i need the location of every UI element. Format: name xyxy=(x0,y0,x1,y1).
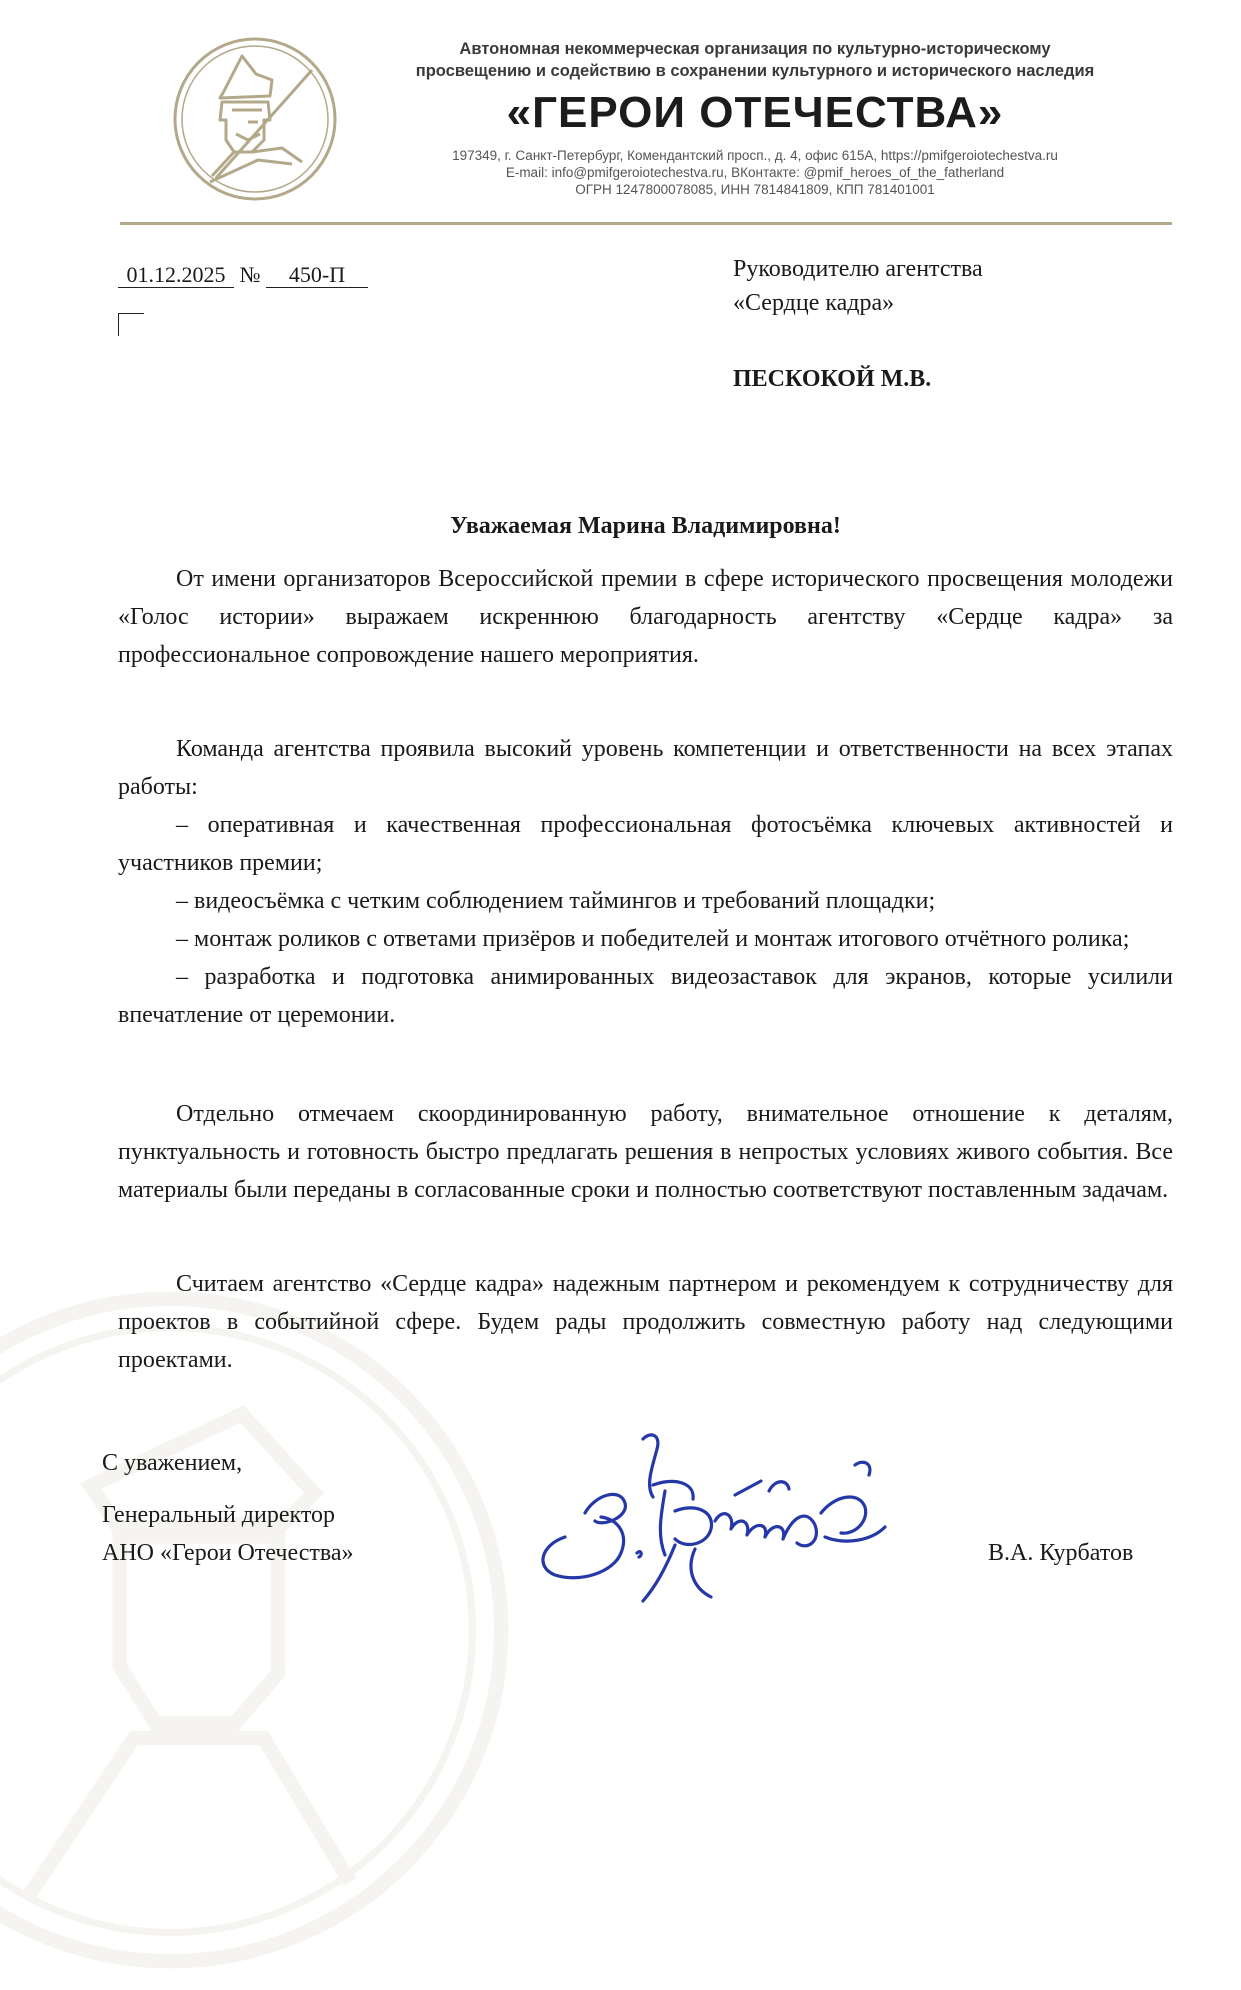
list-item-animation: – разработка и подготовка анимированных видеозаставок для экранов, которые усилили впечатление от церемонии. xyxy=(118,964,1173,1028)
org-contact-registration: ОГРН 1247800078085, ИНН 7814841809, КПП 781401001 xyxy=(575,182,935,197)
paragraph-2 xyxy=(118,730,1173,1034)
list-item-photo: – оперативная и качественная профессиональная фотосъёмка ключевых активностей и участников премии; xyxy=(118,812,1173,876)
letter-date: 01.12.2025 xyxy=(118,263,234,288)
header-divider xyxy=(120,222,1172,225)
salutation: Уважаемая Марина Владимировна! xyxy=(450,513,841,539)
address-corner-mark xyxy=(118,313,144,336)
paragraph-2-text: Команда агентства проявила высокий уровень компетенции и ответственности на всех этапах работы: xyxy=(118,736,1173,800)
paragraph-1 xyxy=(118,560,1173,674)
number-sign: № xyxy=(239,262,261,287)
paragraph-1-text: От имени организаторов Всероссийской премии в сфере исторического просвещения молодежи «Голос истории» выражаем искреннюю благодарность агентству «Сердце кадра» за профессиональное сопровождение нашего мероприятия. xyxy=(118,566,1173,668)
regards: С уважением, xyxy=(102,1450,243,1476)
registration-line xyxy=(118,262,368,288)
org-description-line-2: просвещению и содействию в сохранении культурного и исторического наследия xyxy=(415,62,1095,80)
paragraph-4-text: Считаем агентство «Сердце кадра» надежным партнером и рекомендуем к сотрудничеству для проектов в событийной сфере. Будем рады продолжить совместную работу над следующими проектами. xyxy=(118,1271,1173,1373)
org-contact-email: E-mail: info@pmifgeroiotechestva.ru, ВКонтакте: @pmif_heroes_of_the_fatherland xyxy=(505,165,1005,180)
addressee-position: Руководителю агентства xyxy=(733,256,983,282)
signer-position: Генеральный директор xyxy=(102,1502,336,1528)
heroes-logo-icon xyxy=(172,36,338,202)
org-description-line-1: Автономная некоммерческая организация по культурно-историческому xyxy=(459,40,1051,58)
paragraph-3-text: Отдельно отмечаем скоординированную работу, внимательное отношение к деталям, пунктуальность и готовность быстро предлагать решения в непростых условиях живого события. Все материалы были переданы в согласованные сроки и полностью соответствуют поставленным задачам. xyxy=(118,1101,1173,1203)
paragraph-3 xyxy=(118,1095,1173,1209)
signer-name: В.А. Курбатов xyxy=(988,1540,1134,1566)
org-title: «ГЕРОИ ОТЕЧЕСТВА» xyxy=(506,88,1004,137)
addressee-organization: «Сердце кадра» xyxy=(733,290,895,316)
list-item-video: – видеосъёмка с четким соблюдением таймингов и требований площадки; xyxy=(176,888,936,914)
handwritten-signature-icon xyxy=(525,1425,945,1615)
letter-number: 450-П xyxy=(266,263,368,288)
org-contact-address: 197349, г. Санкт-Петербург, Комендантский просп., д. 4, офис 615А, https://pmifgeroiotechestva.ru xyxy=(452,148,1058,163)
addressee-name: ПЕСКОКОЙ М.В. xyxy=(733,366,932,392)
signer-organization: АНО «Герои Отечества» xyxy=(102,1540,354,1566)
paragraph-4 xyxy=(118,1265,1173,1379)
list-item-editing: – монтаж роликов с ответами призёров и победителей и монтаж итогового отчётного ролика; xyxy=(176,926,1130,952)
